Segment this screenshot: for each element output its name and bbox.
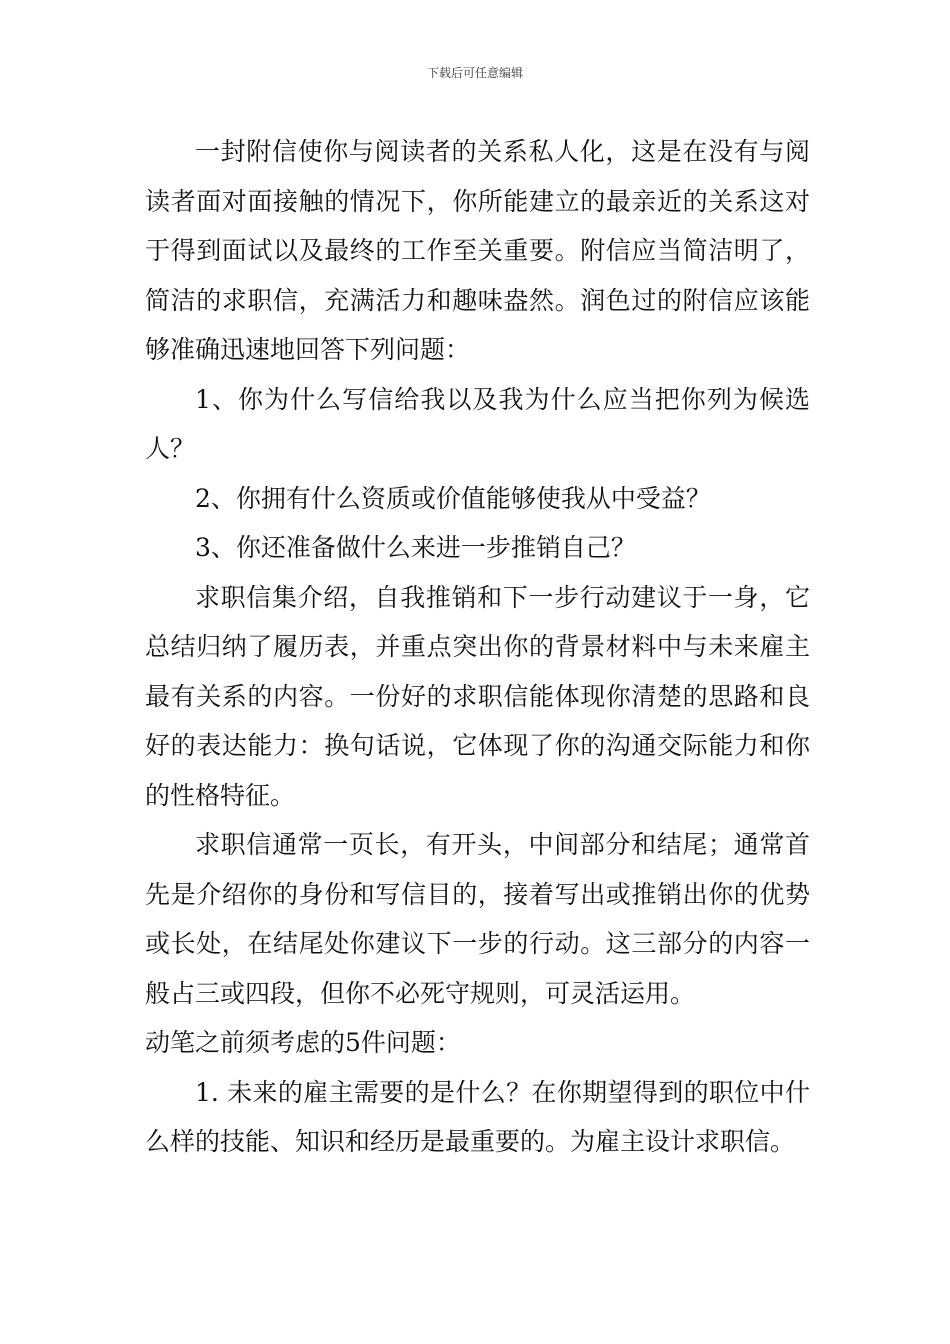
paragraph-five-questions-heading: 动笔之前须考虑的5件问题：: [145, 1028, 461, 1057]
paragraph-intro: 一封附信使你与阅读者的关系私人化，这是在没有与阅读者面对面接触的情况下，你所能建立的最亲近的关系这对于得到面试以及最终的工作至关重要。附信应当简洁明了，简洁的求职信，充满活力和趣味盎然。润色过的附信应该能够准确迅速地回答下列问题：: [145, 137, 810, 364]
question-3: 3、你还准备做什么来进一步推销自己？: [195, 533, 636, 562]
question-1: 1、你为什么写信给我以及我为什么应当把你列为候选人？: [145, 384, 810, 463]
question-2: 2、你拥有什么资质或价值能够使我从中受益？: [195, 483, 711, 513]
paragraph-cover-letter-structure: 求职信通常一页长，有开头，中间部分和结尾；通常首先是介绍你的身份和写信目的，接着写出或推销出你的优势或长处，在结尾处你建议下一步的行动。这三部分的内容一般占三或四段，但你不必死守规则，可灵活运用。: [145, 830, 810, 1008]
page-header: 下载后可任意编辑: [426, 66, 523, 80]
document-body: [145, 127, 810, 1167]
item-1-employer-needs: 1. 未来的雇主需要的是什么？在你期望得到的职位中什么样的技能、知识和经历是最重要的。为雇主设计求职信。: [145, 1077, 810, 1156]
paragraph-cover-letter-summary: 求职信集介绍，自我推销和下一步行动建议于一身，它总结归纳了履历表，并重点突出你的背景材料中与未来雇主最有关系的内容。一份好的求职信能体现你清楚的思路和良好的表达能力：换句话说，它体现了你的沟通交际能力和你的性格特征。: [145, 582, 810, 810]
